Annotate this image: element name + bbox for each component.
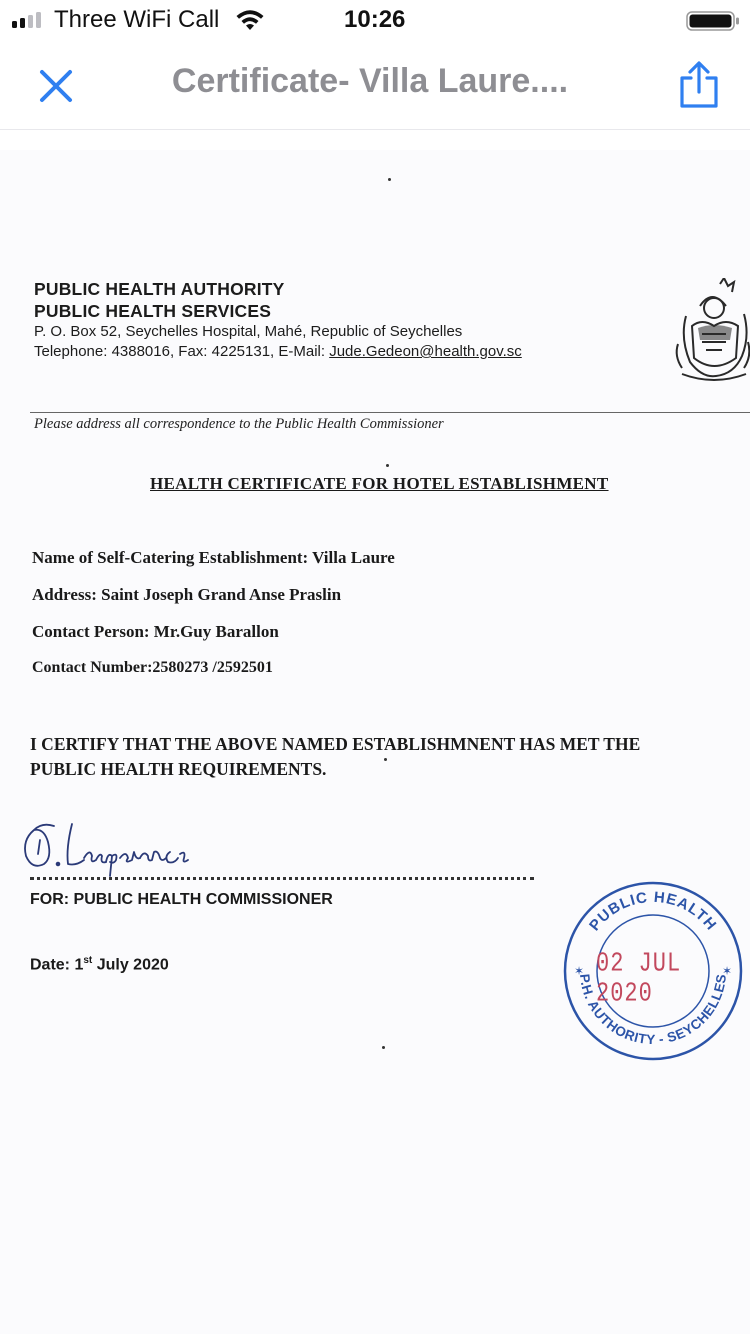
certify-line-1: I CERTIFY THAT THE ABOVE NAMED ESTABLISHMNENT HAS MET THE	[30, 734, 641, 754]
share-icon	[682, 63, 716, 106]
handwritten-signature	[20, 818, 190, 880]
speck	[382, 1046, 385, 1049]
status-bar	[0, 0, 750, 40]
certification-statement	[30, 732, 730, 782]
contact-details	[34, 342, 522, 362]
date-prefix: Date: 1	[30, 956, 84, 974]
close-button[interactable]	[36, 66, 76, 106]
certify-line-2: PUBLIC HEALTH REQUIREMENTS.	[30, 759, 327, 779]
stamp-bottom-text: P.H. AUTHORITY - SEYCHELLES	[576, 973, 730, 1048]
stamp-date: 02 JUL 2020	[596, 949, 682, 1009]
signatory-title: FOR: PUBLIC HEALTH COMMISSIONER	[30, 891, 333, 908]
correspondence-note: Please address all correspondence to the Public Health Commissioner	[34, 416, 444, 432]
close-icon	[42, 72, 70, 100]
battery-icon	[686, 11, 740, 31]
authority-name: PUBLIC HEALTH AUTHORITY	[34, 279, 285, 299]
stamp-top-text: PUBLIC HEALTH	[586, 888, 720, 935]
email-link[interactable]: Jude.Gedeon@health.gov.sc	[329, 343, 522, 360]
wifi-icon	[234, 8, 266, 32]
share-button[interactable]	[676, 60, 722, 110]
clock: 10:26	[344, 6, 406, 33]
seychelles-coat-of-arms-icon	[672, 278, 750, 394]
postal-address: P. O. Box 52, Seychelles Hospital, Mahé, Republic of Seychelles	[34, 323, 463, 340]
establishment-address: Address: Saint Joseph Grand Anse Praslin	[32, 585, 342, 604]
letterhead	[34, 278, 522, 362]
svg-text:✶: ✶	[722, 964, 733, 978]
date-rest: July 2020	[92, 956, 169, 974]
carrier-name: Three WiFi Call	[54, 6, 220, 33]
phone-fax: Telephone: 4388016, Fax: 4225131, E-Mail:	[34, 343, 330, 360]
svg-text:✶: ✶	[574, 964, 585, 978]
date-ordinal: st	[83, 955, 93, 966]
speck	[386, 464, 389, 467]
issue-date	[30, 955, 169, 974]
speck	[388, 178, 391, 181]
contact-person: Contact Person: Mr.Guy Barallon	[32, 622, 279, 641]
signature-line	[30, 872, 534, 880]
nav-bar	[0, 40, 750, 130]
contact-number: Contact Number:2580273 /2592501	[32, 659, 273, 676]
divider	[30, 412, 750, 413]
establishment-name: Name of Self-Catering Establishment: Villa Laure	[32, 548, 395, 567]
document-title: Certificate- Villa Laure....	[171, 62, 569, 100]
document-page[interactable]	[0, 150, 750, 1334]
cellular-signal-icon	[12, 12, 46, 28]
certificate-title: HEALTH CERTIFICATE FOR HOTEL ESTABLISHMENT	[150, 474, 609, 493]
services-name: PUBLIC HEALTH SERVICES	[34, 301, 272, 321]
